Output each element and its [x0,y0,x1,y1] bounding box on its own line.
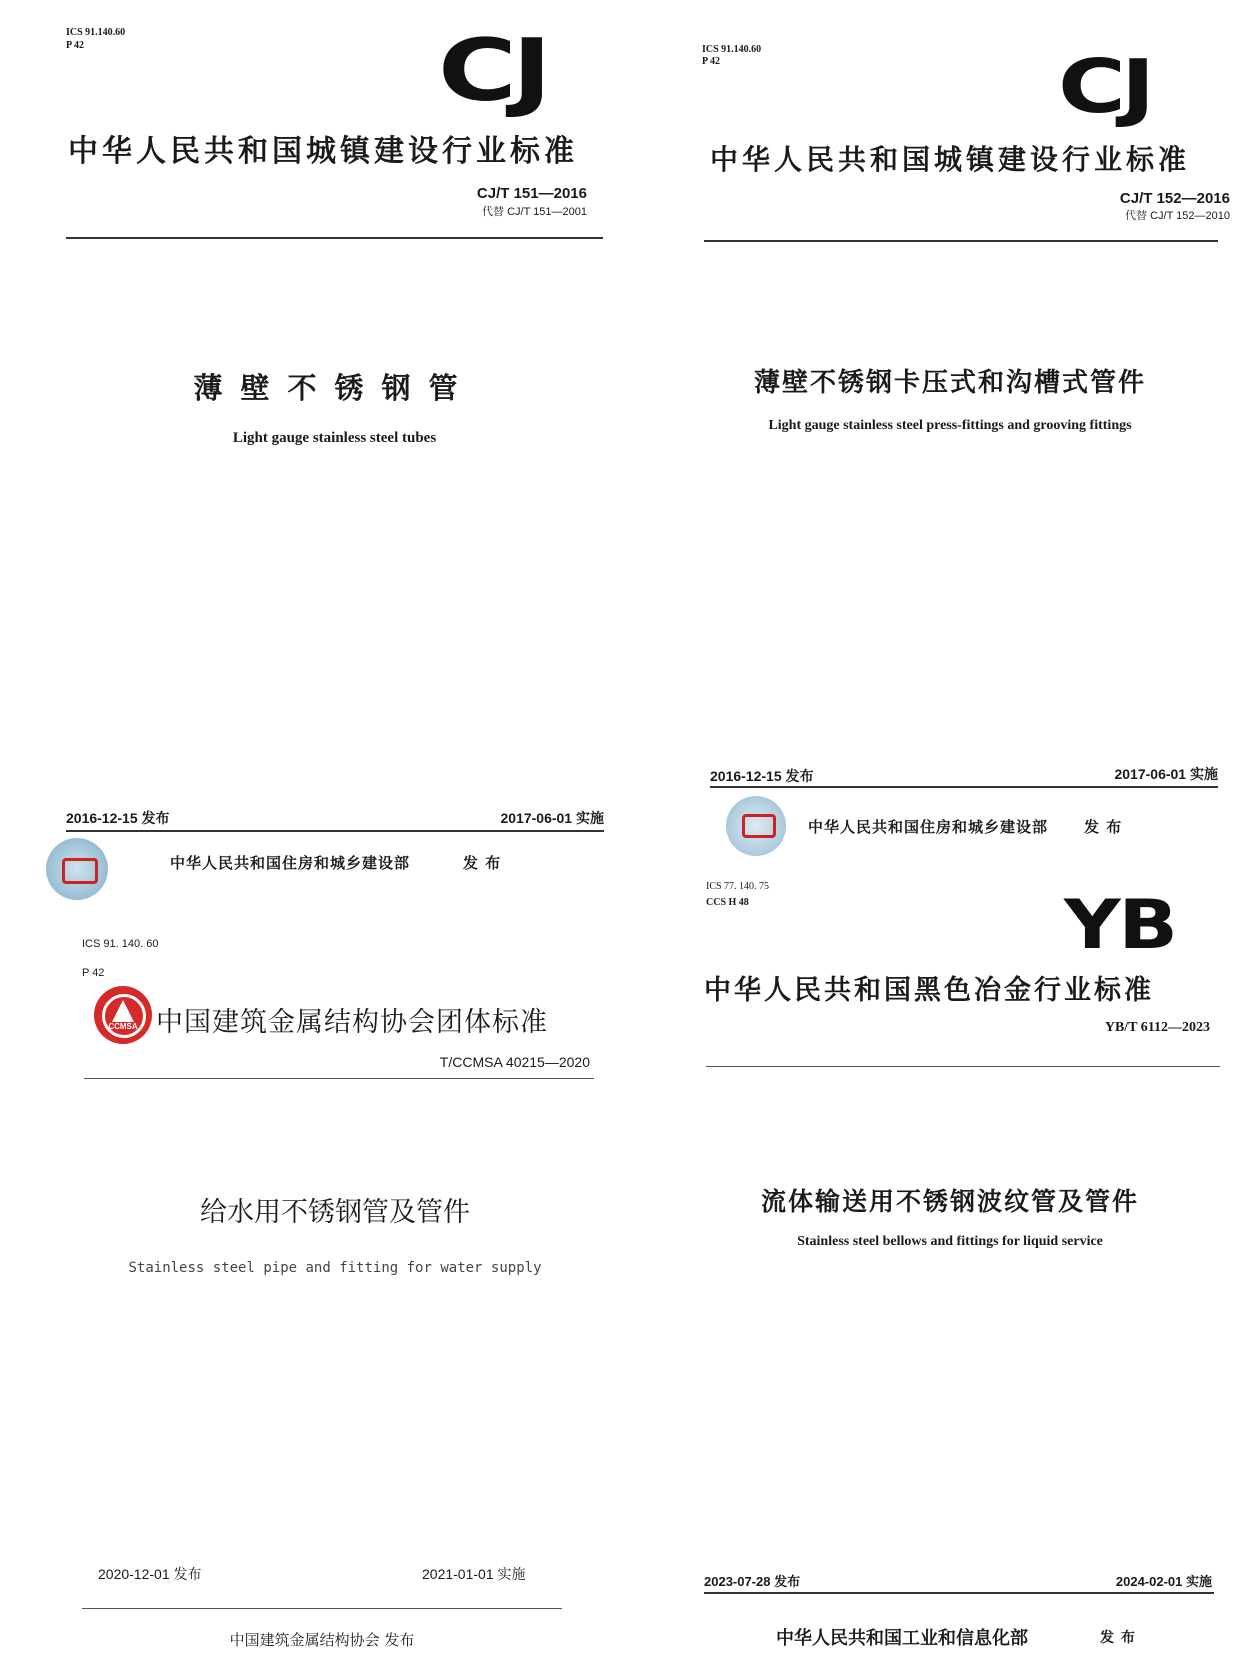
issue-label: 发 布 [463,854,502,872]
ics-code: ICS 91. 140. 60 [82,938,159,950]
standard-category-title: 中华人民共和国黑色冶金行业标准 [704,975,1154,1006]
ministry-seal-icon [46,838,108,900]
effective-date: 2024-02-01 实施 [1115,1574,1212,1589]
ics-code: ICS 91.140.60 [66,27,126,38]
effective-date: 2017-06-01 实施 [500,810,604,826]
standard-category-title: 中华人民共和国城镇建设行业标准 [710,143,1191,176]
document-title-en: Stainless steel pipe and fitting for water supply [128,1260,542,1276]
standard-category-title: 中华人民共和国城镇建设行业标准 [68,134,578,169]
header-divider [704,240,1218,242]
ccs-code: CCS H 48 [706,897,749,908]
standard-code: T/CCMSA 40215—2020 [439,1054,590,1070]
issuer-name: 中华人民共和国住房和城乡建设部 [808,818,1049,836]
standard-code: CJ/T 152—2016 [1119,190,1230,207]
replaces-code: 代替 CJ/T 152—2010 [1125,210,1230,222]
cj-logo: CJ [438,21,547,121]
document-title-en: Stainless steel bellows and fittings for liquid service [797,1234,1103,1249]
issue-label: 发 布 [1100,1630,1136,1646]
issue-date: 2023-07-28 发布 [704,1574,801,1589]
footer-divider [704,1592,1214,1594]
issue-label: 发 布 [1084,818,1123,836]
standard-category-title: 中国建筑金属结构协会团体标准 [156,1007,548,1038]
cover-t-ccmsa-40215 [0,900,630,1680]
classification-code: P 42 [702,56,721,67]
ccmsa-logo-icon [94,986,152,1044]
issue-date: 2020-12-01 发布 [98,1566,202,1582]
issuer-name: 中华人民共和国工业和信息化部 [776,1628,1028,1649]
effective-date: 2021-01-01 实施 [422,1566,526,1582]
header-divider [706,1066,1220,1067]
footer-divider [710,786,1218,788]
ccmsa-logo-text: CCMSA [108,1022,138,1031]
document-title-cn: 薄壁不锈钢管 [193,371,476,405]
effective-date: 2017-06-01 实施 [1114,766,1218,782]
footer-divider [82,1608,562,1609]
classification-code: P 42 [82,967,105,979]
document-title-en: Light gauge stainless steel press-fittings and grooving fittings [768,418,1132,433]
ics-code: ICS 91.140.60 [702,44,762,55]
standard-code: CJ/T 151—2016 [476,185,587,202]
cover-yb-t-6112 [630,870,1260,1680]
issue-date: 2016-12-15 发布 [66,810,170,826]
header-divider [84,1078,594,1079]
issue-date: 2016-12-15 发布 [710,768,814,784]
cj-logo: CJ [1058,44,1151,130]
document-title-en: Light gauge stainless steel tubes [232,430,437,446]
document-title-cn: 给水用不锈钢管及管件 [200,1197,470,1228]
footer-divider [66,830,604,832]
ics-code: ICS 77. 140. 75 [706,881,770,892]
document-title-cn: 薄壁不锈钢卡压式和沟槽式管件 [753,368,1146,398]
header-divider [66,237,603,239]
standard-code: YB/T 6112—2023 [1104,1020,1210,1035]
issuer-line: 中国建筑金属结构协会 发布 [229,1631,415,1649]
cover-cj-t-151 [0,0,630,900]
document-title-cn: 流体输送用不锈钢波纹管及管件 [760,1187,1139,1216]
classification-code: P 42 [66,40,85,51]
cover-cj-t-152 [630,0,1260,880]
yb-logo: YB [1064,886,1176,965]
replaces-code: 代替 CJ/T 151—2001 [482,206,587,218]
issuer-name: 中华人民共和国住房和城乡建设部 [170,854,411,872]
ministry-seal-icon [726,796,786,856]
